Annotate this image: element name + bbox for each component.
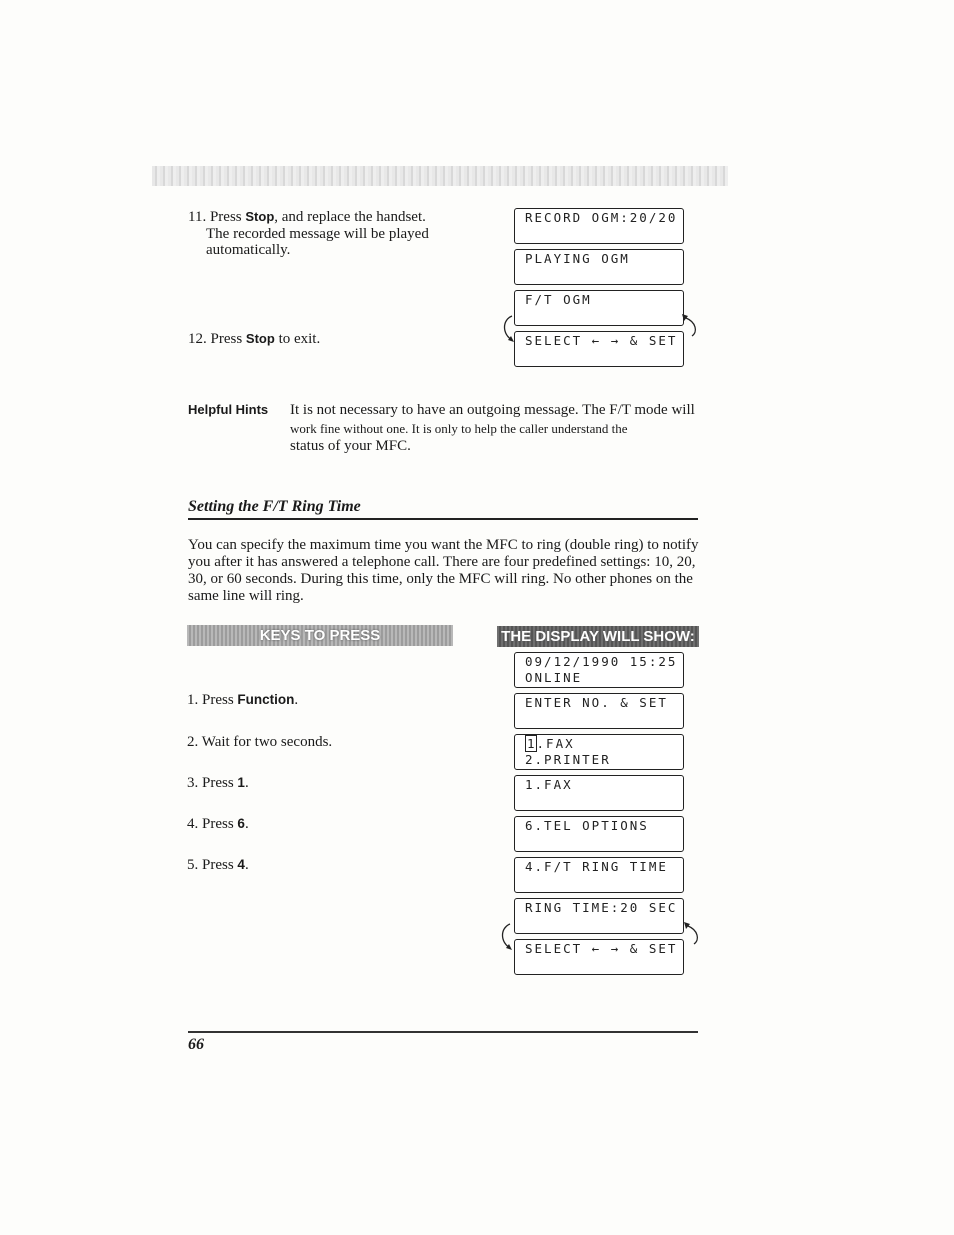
lcd-ring-time: RING TIME:20 SEC bbox=[514, 898, 684, 934]
intro-line2: you after it has answered a telephone call. There are four predefined settings: 10, 20, bbox=[188, 554, 696, 570]
lcd-select-set: SELECT ← → & SET bbox=[514, 939, 684, 975]
header-band bbox=[152, 166, 728, 186]
cycle-arrows-icon bbox=[496, 918, 706, 958]
step-4: 4. Press 6. bbox=[187, 816, 249, 832]
lcd-fax-printer: 1 .FAX 2.PRINTER bbox=[514, 734, 684, 770]
step-11: 11. Press Stop, and replace the handset. bbox=[188, 209, 426, 225]
step-2: 2. Wait for two seconds. bbox=[187, 734, 333, 750]
lcd-select-set-top: SELECT ← → & SET bbox=[514, 331, 684, 367]
step-5: 5. Press 4. bbox=[187, 857, 249, 873]
hints-line1: It is not necessary to have an outgoing message. The F/T mode will bbox=[290, 402, 695, 418]
lcd-enter-no: ENTER NO. & SET bbox=[514, 693, 684, 729]
page-number: 66 bbox=[188, 1036, 204, 1053]
lcd-ft-ogm: F/T OGM bbox=[514, 290, 684, 326]
cycle-arrows-icon bbox=[496, 310, 706, 350]
display-will-show-header: THE DISPLAY WILL SHOW: bbox=[497, 626, 699, 647]
lcd-ft-ring-time: 4.F/T RING TIME bbox=[514, 857, 684, 893]
step-11-line2: The recorded message will be played bbox=[206, 226, 429, 242]
lcd-playing-ogm: PLAYING OGM bbox=[514, 249, 684, 285]
section-title: Setting the F/T Ring Time bbox=[188, 498, 361, 515]
step-11-line3: automatically. bbox=[206, 242, 291, 258]
lcd-date-online: 09/12/1990 15:25 ONLINE bbox=[514, 652, 684, 688]
lcd-1-fax: 1.FAX bbox=[514, 775, 684, 811]
intro-line3: 30, or 60 seconds. During this time, only the MFC will ring. No other phones on the bbox=[188, 571, 693, 587]
lcd-record-ogm: RECORD OGM:20/20 bbox=[514, 208, 684, 244]
keys-to-press-header: KEYS TO PRESS bbox=[187, 625, 453, 646]
step-12: 12. Press Stop to exit. bbox=[188, 331, 321, 347]
step-3: 3. Press 1. bbox=[187, 775, 249, 791]
section-rule bbox=[188, 518, 698, 520]
helpful-hints-label: Helpful Hints bbox=[188, 402, 269, 417]
intro-line4: same line will ring. bbox=[188, 588, 304, 604]
cursor-box: 1 bbox=[527, 736, 535, 751]
hints-line3: status of your MFC. bbox=[290, 438, 411, 454]
hints-line2: work fine without one. It is only to help the caller understand the bbox=[290, 421, 628, 436]
intro-line1: You can specify the maximum time you want the MFC to ring (double ring) to notify bbox=[188, 537, 699, 553]
footer-rule bbox=[188, 1031, 698, 1033]
step-1: 1. Press Function. bbox=[187, 692, 299, 708]
lcd-tel-options: 6.TEL OPTIONS bbox=[514, 816, 684, 852]
